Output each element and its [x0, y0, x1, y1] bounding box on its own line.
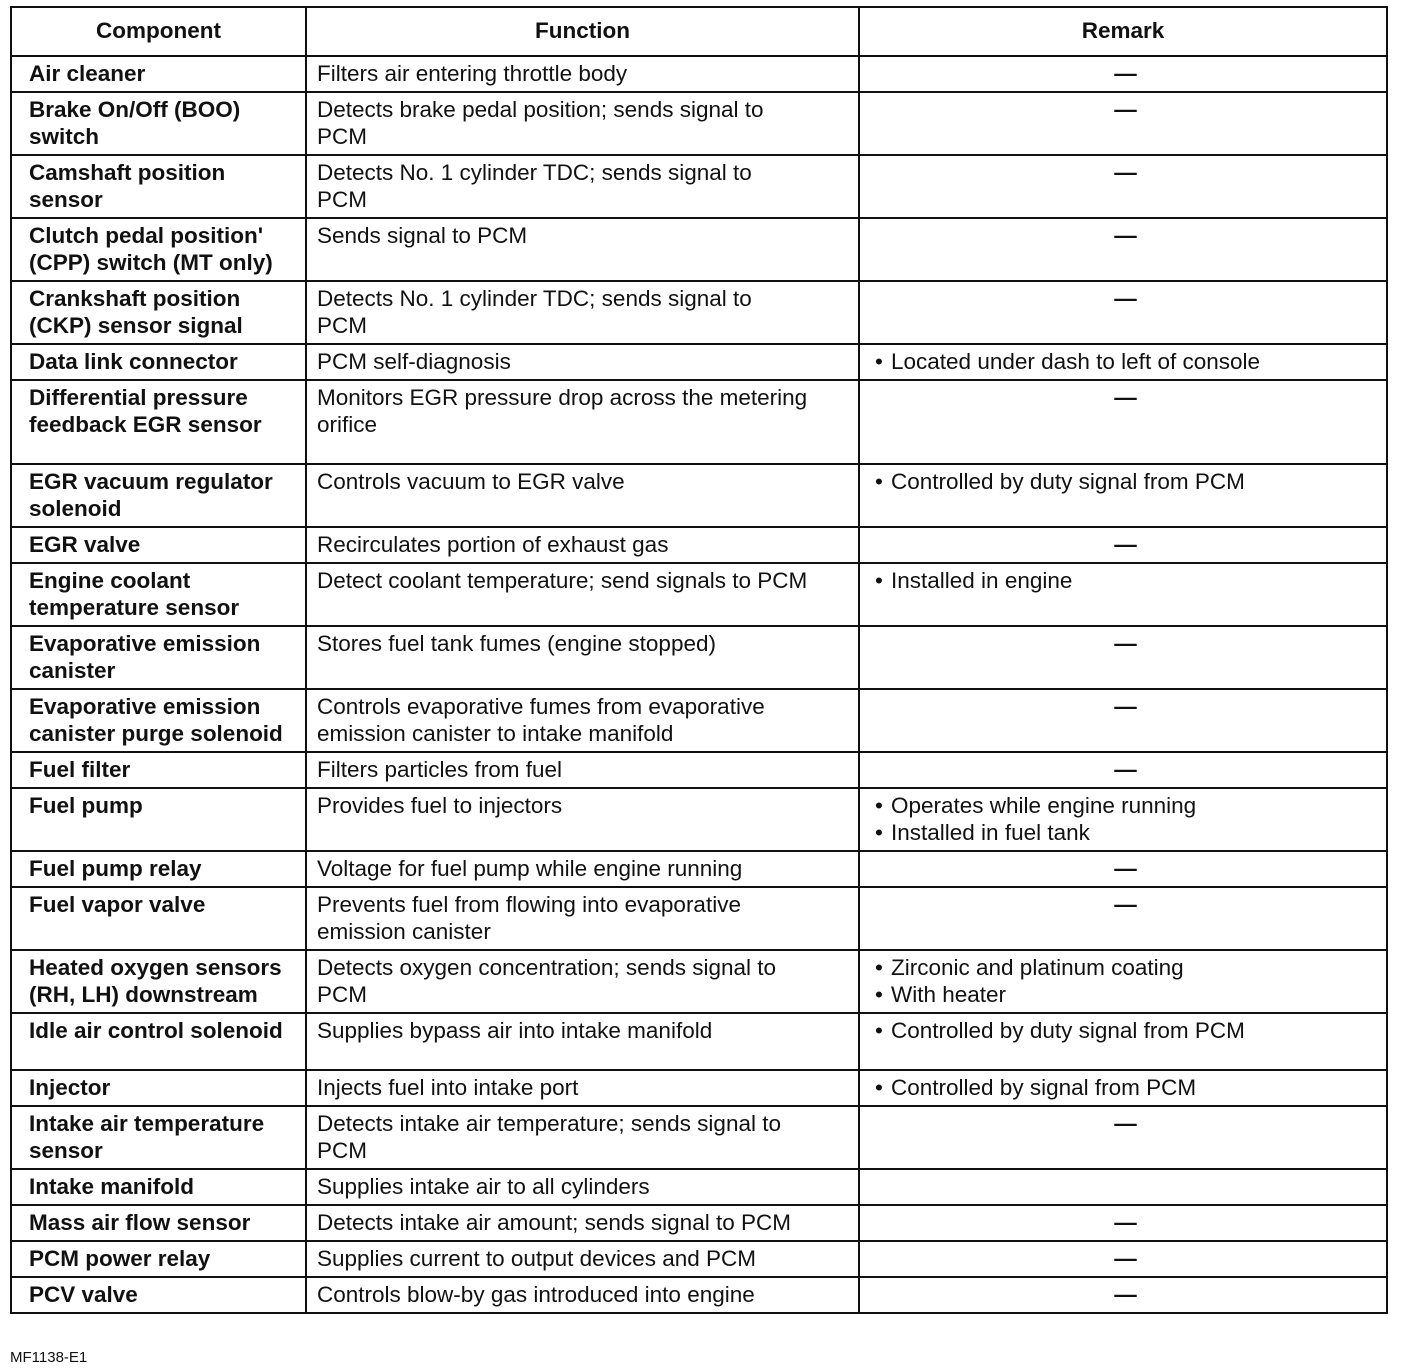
remark-dash: —: [1114, 1282, 1137, 1307]
table-row: [11, 1169, 1387, 1205]
component-cell: EGR valve: [11, 527, 306, 563]
component-cell: Intake manifold: [11, 1169, 306, 1205]
header-component: Component: [11, 7, 306, 56]
table-row: [11, 155, 1387, 218]
function-cell: Supplies current to output devices and PCM: [306, 1241, 859, 1277]
table-row: [11, 950, 1387, 1013]
remark-item: [875, 981, 1376, 1008]
component-cell: Brake On/Off (BOO) switch: [11, 92, 306, 155]
remark-cell: [859, 1241, 1387, 1277]
component-cell: Fuel pump: [11, 788, 306, 851]
function-cell: Filters air entering throttle body: [306, 56, 859, 92]
bullet-icon: •: [875, 469, 883, 494]
bullet-icon: •: [875, 982, 883, 1007]
component-cell: Evaporative emission canister purge solenoid: [11, 689, 306, 752]
remark-text: Controlled by duty signal from PCM: [891, 469, 1245, 494]
remark-item: [875, 1017, 1376, 1044]
component-table-container: [10, 6, 1386, 1314]
table-body: [11, 56, 1387, 1313]
table-row: [11, 344, 1387, 380]
bullet-icon: •: [875, 955, 883, 980]
remark-cell: [859, 344, 1387, 380]
remark-cell: [859, 464, 1387, 527]
table-row: [11, 464, 1387, 527]
remark-text: Controlled by signal from PCM: [891, 1075, 1197, 1100]
function-cell: PCM self-diagnosis: [306, 344, 859, 380]
remark-cell: [859, 1277, 1387, 1313]
remark-dash: —: [1114, 61, 1137, 86]
remark-item: [875, 792, 1376, 819]
remark-text: Operates while engine running: [891, 793, 1197, 818]
table-row: [11, 788, 1387, 851]
function-cell: Detects intake air temperature; sends signal to PCM: [306, 1106, 859, 1169]
function-cell: Supplies bypass air into intake manifold: [306, 1013, 859, 1070]
header-remark: Remark: [859, 7, 1387, 56]
component-cell: Fuel pump relay: [11, 851, 306, 887]
remark-cell: [859, 1070, 1387, 1106]
remark-cell: [859, 851, 1387, 887]
remark-cell: [859, 1205, 1387, 1241]
function-cell: Stores fuel tank fumes (engine stopped): [306, 626, 859, 689]
remark-dash: —: [1114, 1111, 1137, 1136]
function-cell: Monitors EGR pressure drop across the metering orifice: [306, 380, 859, 464]
component-cell: PCM power relay: [11, 1241, 306, 1277]
table-row: [11, 851, 1387, 887]
function-cell: Detects brake pedal position; sends signal to PCM: [306, 92, 859, 155]
remark-text: Located under dash to left of console: [891, 349, 1261, 374]
remark-cell: [859, 1013, 1387, 1070]
remark-dash: —: [1114, 892, 1137, 917]
function-cell: Injects fuel into intake port: [306, 1070, 859, 1106]
table-row: [11, 1070, 1387, 1106]
function-cell: Detects oxygen concentration; sends signal to PCM: [306, 950, 859, 1013]
bullet-icon: •: [875, 1075, 883, 1100]
remark-item: [875, 348, 1376, 375]
bullet-icon: •: [875, 349, 883, 374]
remark-dash: —: [1114, 97, 1137, 122]
table-row: [11, 92, 1387, 155]
remark-cell: [859, 950, 1387, 1013]
remark-dash: —: [1114, 532, 1137, 557]
function-cell: Controls blow-by gas introduced into engine: [306, 1277, 859, 1313]
table-row: [11, 56, 1387, 92]
remark-text: Installed in engine: [891, 568, 1073, 593]
remark-item: [875, 468, 1376, 495]
remark-item: [875, 1074, 1376, 1101]
header-row: [11, 7, 1387, 56]
remark-dash: —: [1114, 385, 1137, 410]
function-cell: Detects intake air amount; sends signal to PCM: [306, 1205, 859, 1241]
remark-cell: [859, 689, 1387, 752]
remark-cell: [859, 788, 1387, 851]
remark-dash: —: [1114, 286, 1137, 311]
table-row: [11, 527, 1387, 563]
header-function: Function: [306, 7, 859, 56]
bullet-icon: •: [875, 1018, 883, 1043]
remark-text: With heater: [891, 982, 1007, 1007]
table-row: [11, 281, 1387, 344]
remark-dash: —: [1114, 223, 1137, 248]
remark-cell: [859, 752, 1387, 788]
component-cell: EGR vacuum regulator solenoid: [11, 464, 306, 527]
remark-text: Installed in fuel tank: [891, 820, 1090, 845]
remark-text: Zirconic and platinum coating: [891, 955, 1184, 980]
remark-cell: [859, 218, 1387, 281]
function-cell: Sends signal to PCM: [306, 218, 859, 281]
table-row: [11, 1241, 1387, 1277]
remark-cell: [859, 281, 1387, 344]
remark-dash: —: [1114, 856, 1137, 881]
component-cell: Injector: [11, 1070, 306, 1106]
function-cell: Prevents fuel from flowing into evaporative emission canister: [306, 887, 859, 950]
table-row: [11, 626, 1387, 689]
remark-cell: [859, 155, 1387, 218]
remark-item: [875, 819, 1376, 846]
remark-cell: [859, 563, 1387, 626]
function-cell: Filters particles from fuel: [306, 752, 859, 788]
component-cell: PCV valve: [11, 1277, 306, 1313]
remark-dash: —: [1114, 160, 1137, 185]
remark-cell: [859, 380, 1387, 464]
function-cell: Detects No. 1 cylinder TDC; sends signal to PCM: [306, 281, 859, 344]
component-cell: Evaporative emission canister: [11, 626, 306, 689]
remark-cell: [859, 626, 1387, 689]
component-cell: Intake air temperature sensor: [11, 1106, 306, 1169]
remark-cell: [859, 887, 1387, 950]
component-cell: Crankshaft position (CKP) sensor signal: [11, 281, 306, 344]
bullet-icon: •: [875, 568, 883, 593]
remark-dash: —: [1114, 1246, 1137, 1271]
bullet-icon: •: [875, 820, 883, 845]
remark-dash: —: [1114, 631, 1137, 656]
table-row: [11, 218, 1387, 281]
component-cell: Clutch pedal position' (CPP) switch (MT only): [11, 218, 306, 281]
function-cell: Supplies intake air to all cylinders: [306, 1169, 859, 1205]
component-cell: Mass air flow sensor: [11, 1205, 306, 1241]
remark-item: [875, 567, 1376, 594]
component-cell: Fuel vapor valve: [11, 887, 306, 950]
remark-cell: [859, 92, 1387, 155]
function-cell: Controls vacuum to EGR valve: [306, 464, 859, 527]
component-cell: Engine coolant temperature sensor: [11, 563, 306, 626]
remark-dash: —: [1114, 1210, 1137, 1235]
component-cell: Fuel filter: [11, 752, 306, 788]
table-row: [11, 1106, 1387, 1169]
component-cell: Air cleaner: [11, 56, 306, 92]
remark-dash: —: [1114, 757, 1137, 782]
remark-item: [875, 954, 1376, 981]
function-cell: Recirculates portion of exhaust gas: [306, 527, 859, 563]
component-cell: Differential pressure feedback EGR sensor: [11, 380, 306, 464]
function-cell: Provides fuel to injectors: [306, 788, 859, 851]
component-cell: Camshaft position sensor: [11, 155, 306, 218]
function-cell: Detects No. 1 cylinder TDC; sends signal to PCM: [306, 155, 859, 218]
bullet-icon: •: [875, 793, 883, 818]
component-cell: Idle air control solenoid: [11, 1013, 306, 1070]
function-cell: Voltage for fuel pump while engine running: [306, 851, 859, 887]
table-row: [11, 1277, 1387, 1313]
table-row: [11, 563, 1387, 626]
function-cell: Detect coolant temperature; send signals to PCM: [306, 563, 859, 626]
table-row: [11, 380, 1387, 464]
component-cell: Data link connector: [11, 344, 306, 380]
table-row: [11, 752, 1387, 788]
figure-code: MF1138-E1: [10, 1349, 88, 1366]
table-row: [11, 887, 1387, 950]
remark-text: Controlled by duty signal from PCM: [891, 1018, 1245, 1043]
remark-cell: [859, 527, 1387, 563]
table-row: [11, 1013, 1387, 1070]
remark-cell: [859, 56, 1387, 92]
function-cell: Controls evaporative fumes from evaporative emission canister to intake manifold: [306, 689, 859, 752]
component-table: [10, 6, 1388, 1314]
table-row: [11, 1205, 1387, 1241]
table-row: [11, 689, 1387, 752]
remark-cell: [859, 1106, 1387, 1169]
component-cell: Heated oxygen sensors (RH, LH) downstream: [11, 950, 306, 1013]
remark-cell: [859, 1169, 1387, 1205]
remark-dash: —: [1114, 694, 1137, 719]
